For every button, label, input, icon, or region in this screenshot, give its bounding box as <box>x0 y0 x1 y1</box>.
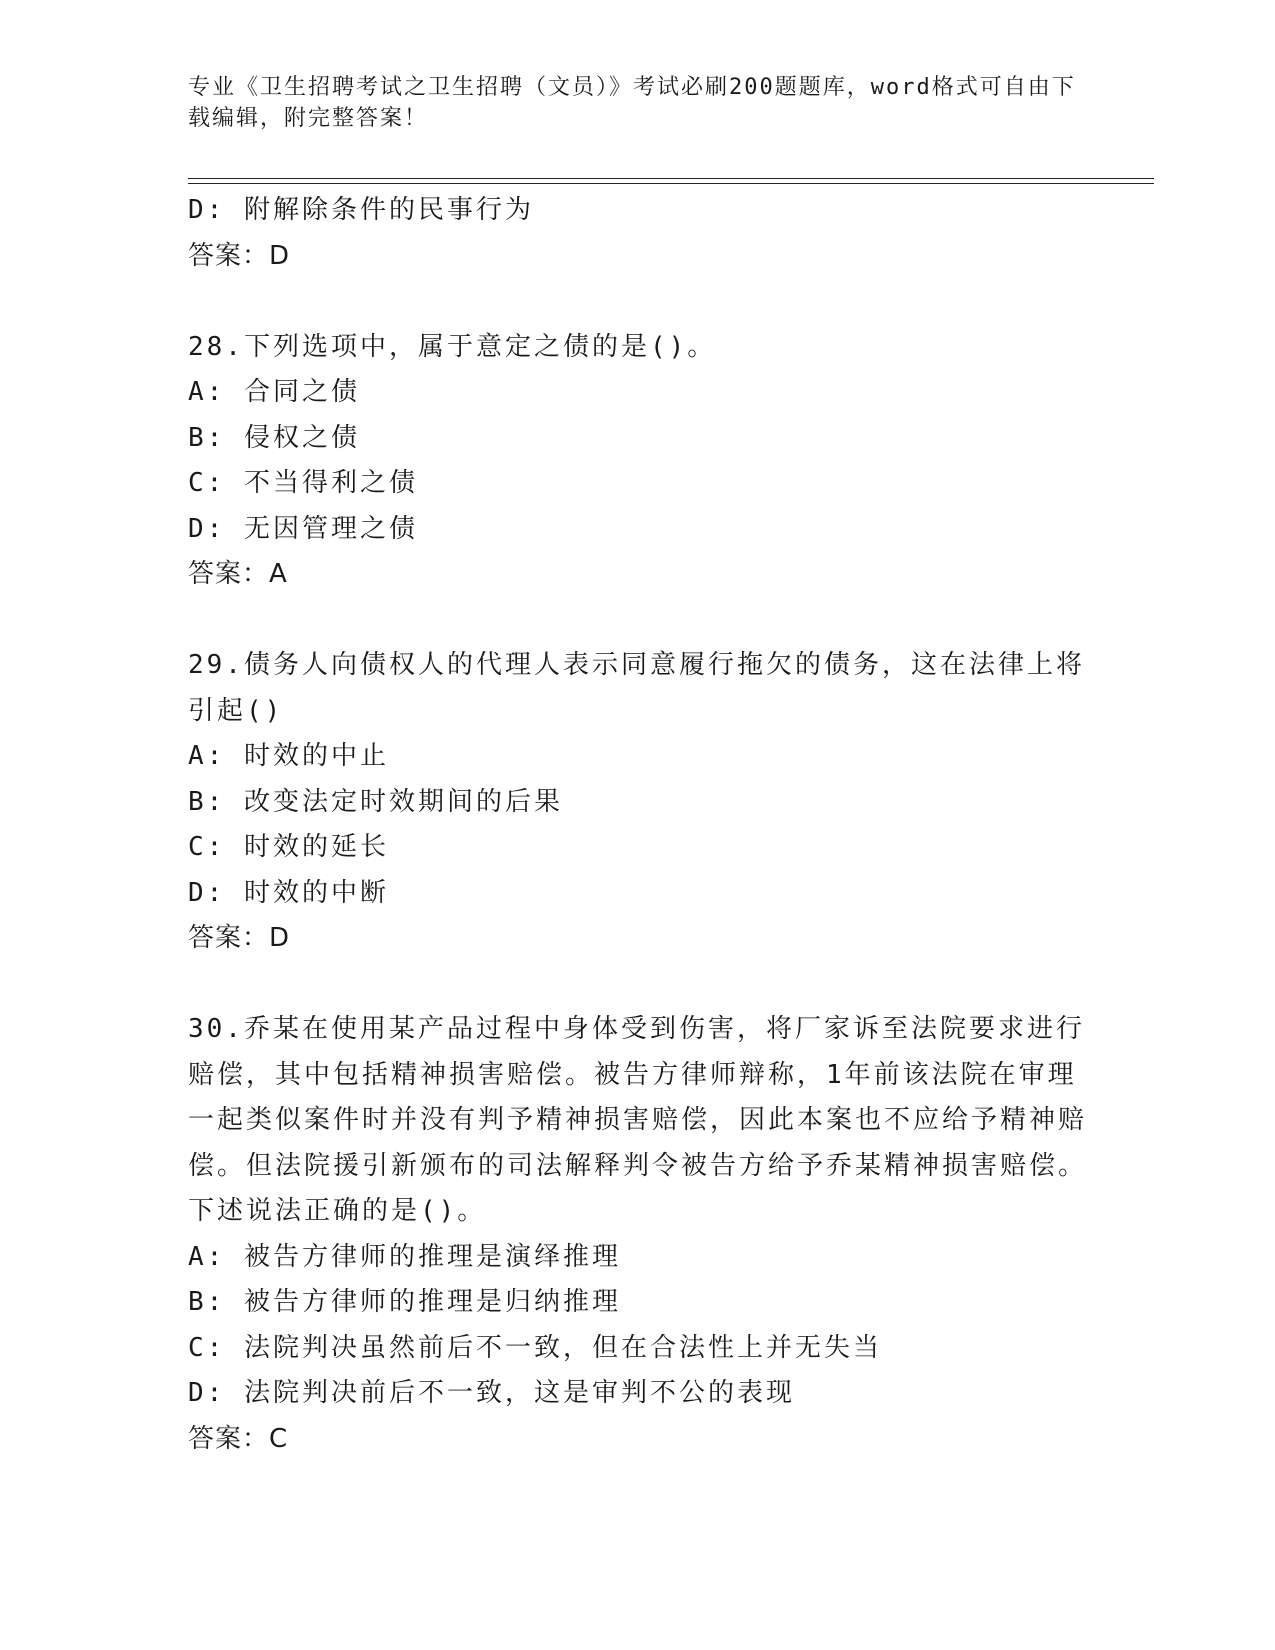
header-rule-bottom <box>188 183 1154 184</box>
question-stem: 28.下列选项中，属于意定之债的是()。 <box>188 331 717 362</box>
option-b: B: 侵权之债 <box>188 422 360 453</box>
option-d: D: 法院判决前后不一致，这是审判不公的表现 <box>188 1378 795 1408</box>
document-body <box>188 188 1088 1462</box>
answer-line: 答案：A <box>188 559 288 589</box>
option-b: B: 改变法定时效期间的后果 <box>188 786 563 817</box>
header-rule-top <box>188 178 1154 179</box>
spacer <box>188 598 1088 644</box>
option-c: C: 不当得利之债 <box>188 468 418 498</box>
option-b: B: 被告方律师的推理是归纳推理 <box>188 1287 621 1317</box>
option-a: A: 被告方律师的推理是演绎推理 <box>188 1241 621 1272</box>
option-a: A: 合同之债 <box>188 377 360 407</box>
option-c: C: 法院判决虽然前后不一致，但在合法性上并无失当 <box>188 1332 882 1363</box>
answer-line: 答案：D <box>188 240 291 271</box>
spacer <box>188 962 1088 1008</box>
answer-line: 答案：D <box>188 923 291 953</box>
previous-question-tail <box>188 188 1088 279</box>
question-29 <box>188 643 1088 962</box>
question-30 <box>188 1007 1088 1462</box>
question-28 <box>188 325 1088 598</box>
option-d: D: 时效的中断 <box>188 877 389 908</box>
spacer <box>188 279 1088 325</box>
answer-line: 答案：C <box>188 1423 289 1454</box>
question-stem: 30.乔某在使用某产品过程中身体受到伤害，将厂家诉至法院要求进行赔偿，其中包括精神损害赔偿。被告方律师辩称，1年前该法院在审理一起类似案件时并没有判予精神损害赔偿，因此本案也不应给予精神赔偿。但法院援引新颁布的司法解释判令被告方给予乔某精神损害赔偿。下述说法正确的是()。 <box>188 1014 1088 1226</box>
option-d: D: 无因管理之债 <box>188 513 418 544</box>
option-d: D: 附解除条件的民事行为 <box>188 195 534 225</box>
option-c: C: 时效的延长 <box>188 832 389 862</box>
document-header: 专业《卫生招聘考试之卫生招聘（文员）》考试必刷200题题库，word格式可自由下载编辑，附完整答案！ <box>188 75 1076 131</box>
option-a: A: 时效的中止 <box>188 741 389 771</box>
question-stem: 29.债务人向债权人的代理人表示同意履行拖欠的债务，这在法律上将引起() <box>188 650 1085 726</box>
